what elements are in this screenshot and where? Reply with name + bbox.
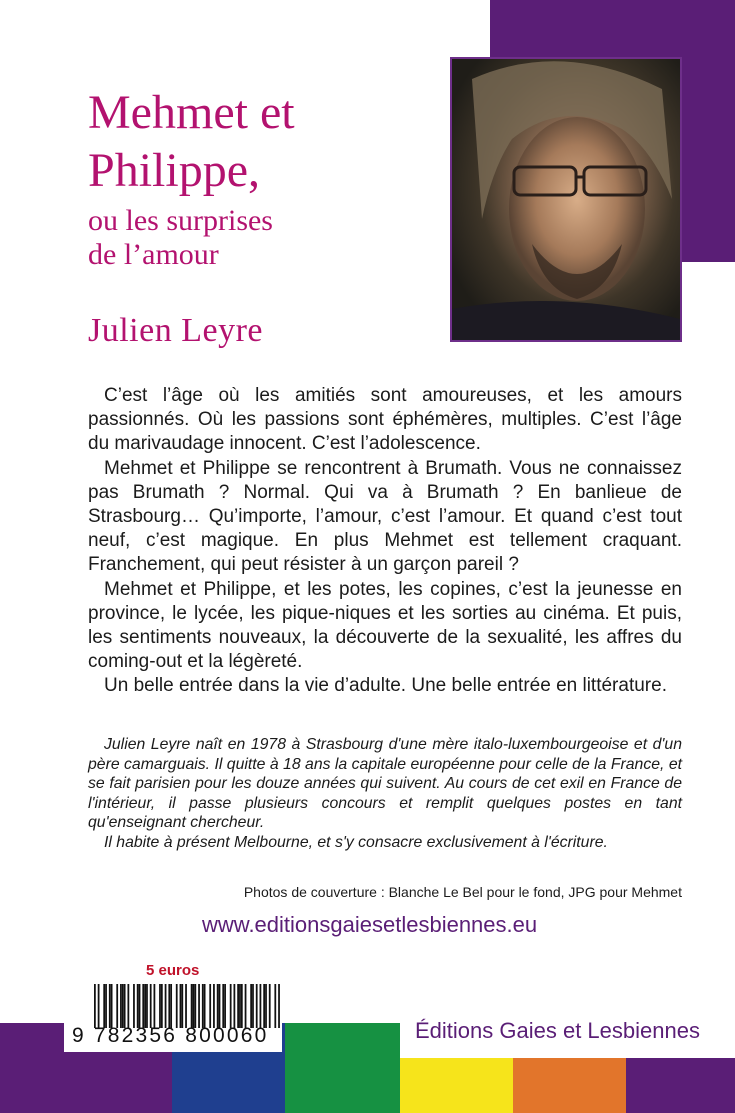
barcode-bar <box>94 984 96 1028</box>
barcode-bar <box>263 984 265 1028</box>
barcode-bar <box>146 984 148 1028</box>
barcode-bar <box>120 984 122 1028</box>
barcode-bar <box>142 984 144 1028</box>
barcode-bar <box>161 984 163 1028</box>
barcode-bar <box>137 984 139 1028</box>
blurb <box>88 384 682 699</box>
barcode-bar <box>122 984 124 1028</box>
barcode-bar <box>144 984 146 1028</box>
barcode-bar <box>278 984 280 1028</box>
barcode-bar <box>256 984 258 1028</box>
bio-paragraph: Julien Leyre naît en 1978 à Strasbourg d'une mère italo-luxembourgeoise et d'un père camarguais. Il quitte à 18 ans la capitale européenne pour celle de la France, et se fait parisien pour les douze années qui suivent. Au cours de cet exil en France de l'intérieur, il passe plusieurs concours et remplit quelques postes en tant qu'enseignant chercheur. <box>88 736 682 831</box>
blurb-paragraph: Mehmet et Philippe se rencontrent à Brumath. Vous ne connaissez pas Brumath ? Normal. Qui va à Brumath ? En banlieue de Strasbourg… Qu’importe, l’amour, c’est l’amour. Et quand c’est tout neuf, c’est magique. En plus Mehmet est tellement craquant. Franchement, qui peut résister à un garçon pareil ? <box>88 457 682 576</box>
barcode-bar <box>252 984 254 1028</box>
publisher-name: Éditions Gaies et Lesbiennes <box>415 1018 700 1043</box>
barcode-bar <box>116 984 118 1028</box>
publisher-box <box>400 1006 735 1058</box>
barcode-bar <box>103 984 105 1028</box>
barcode-bar <box>109 984 111 1028</box>
barcode-bar <box>237 984 239 1028</box>
blurb-paragraph: Un belle entrée dans la vie d’adulte. Une belle entrée en littérature. <box>104 675 667 697</box>
bio-paragraph: Il habite à présent Melbourne, et s'y consacre exclusivement à l'écriture. <box>104 833 608 851</box>
stripe-green <box>285 1023 400 1113</box>
barcode-bar <box>165 984 167 1028</box>
barcode-bar <box>185 984 187 1028</box>
barcode-bar <box>219 984 221 1028</box>
barcode-bar <box>159 984 161 1028</box>
barcode-bar <box>133 984 135 1028</box>
barcode-bar <box>239 984 241 1028</box>
barcode-bar <box>198 984 200 1028</box>
author-bio <box>88 735 682 852</box>
barcode-bar <box>213 984 215 1028</box>
barcode-bar <box>111 984 113 1028</box>
barcode-bar <box>202 984 204 1028</box>
barcode-bar <box>245 984 247 1028</box>
photo-credits: Photos de couverture : Blanche Le Bel pour le fond, JPG pour Mehmet <box>243 884 682 900</box>
barcode-bar <box>274 984 276 1028</box>
barcode-bar <box>265 984 267 1028</box>
barcode-bar <box>105 984 107 1028</box>
title-line-1: Mehmet et <box>88 86 295 139</box>
barcode-bar <box>181 984 183 1028</box>
barcode-bar <box>250 984 252 1028</box>
blurb-paragraph: C’est l’âge où les amitiés sont amoureuses, et les amours passionnés. Où les passions sont éphémères, multiples. C’est l’âge du marivaudage innocent. C’est l’adolescence. <box>88 385 682 455</box>
barcode-bar <box>204 984 206 1028</box>
barcode-bars <box>94 984 280 1028</box>
barcode-bar <box>139 984 141 1028</box>
barcode-bar <box>170 984 172 1028</box>
barcode-bar <box>150 984 152 1028</box>
barcode-bar <box>234 984 236 1028</box>
barcode-bar <box>176 984 178 1028</box>
barcode-bar <box>191 984 193 1028</box>
barcode-bar <box>224 984 226 1028</box>
barcode-bar <box>230 984 232 1028</box>
author-photo <box>450 57 682 342</box>
subtitle-line-2: de l’amour <box>88 238 219 271</box>
barcode-digits: 9 782356 800060 <box>72 1024 269 1047</box>
price-label: 5 euros <box>146 962 200 979</box>
publisher-website: www.editionsgaiesetlesbiennes.eu <box>202 912 538 937</box>
book-title <box>88 84 448 272</box>
barcode-bar <box>241 984 243 1028</box>
barcode-bar <box>168 984 170 1028</box>
barcode-bar <box>98 984 100 1028</box>
barcode-bar <box>222 984 224 1028</box>
barcode-bar <box>180 984 182 1028</box>
author-name: Julien Leyre <box>88 312 263 349</box>
blurb-paragraph: Mehmet et Philippe, et les potes, les copines, c’est la jeunesse en province, le lycée, les pique-niques et les sorties au cinéma. Et puis, les sentiments nouveaux, la découverte de la sexualité, les affres du coming-out et la légèreté. <box>88 578 682 673</box>
barcode-bar <box>154 984 156 1028</box>
barcode-bar <box>217 984 219 1028</box>
barcode <box>64 980 282 1052</box>
barcode-bar <box>260 984 262 1028</box>
barcode-bar <box>194 984 196 1028</box>
subtitle-line-1: ou les surprises <box>88 204 273 237</box>
barcode-bar <box>124 984 126 1028</box>
barcode-bar <box>193 984 195 1028</box>
barcode-bar <box>209 984 211 1028</box>
barcode-bar <box>269 984 271 1028</box>
barcode-bar <box>127 984 129 1028</box>
title-line-2: Philippe, <box>88 144 261 197</box>
